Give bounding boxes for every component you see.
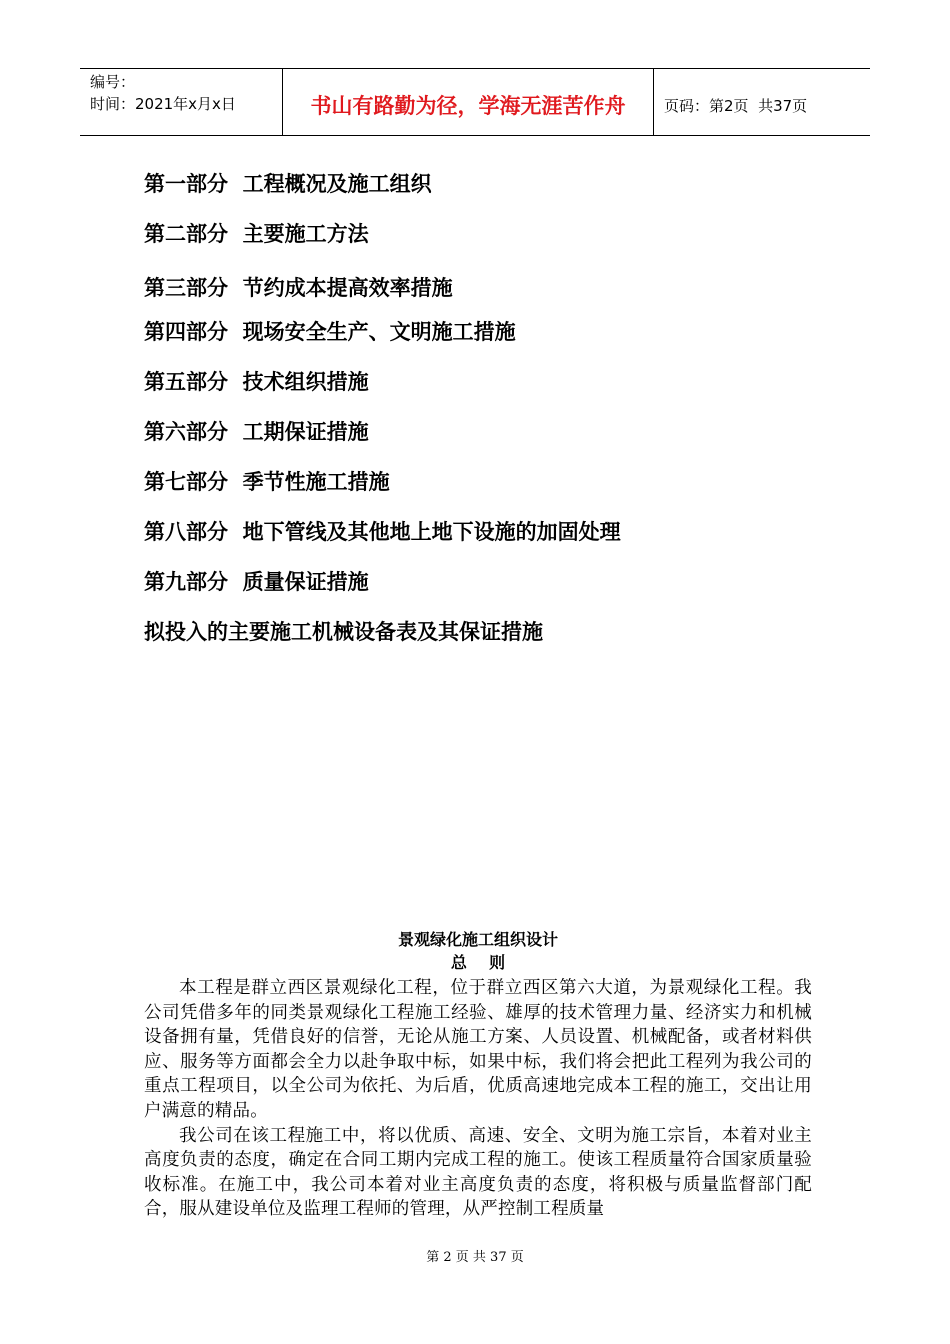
header-right-cell (654, 69, 870, 135)
page-info: 页码：第2页 共37页 (664, 96, 808, 115)
toc-item: 第九部分 质量保证措施 (144, 570, 369, 594)
body-paragraph: 本工程是群立西区景观绿化工程，位于群立西区第六大道，为景观绿化工程。我公司凭借多年的同类景观绿化工程施工经验、雄厚的技术管理力量、经济实力和机械设备拥有量，凭借良好的信誉，无论从施工方案、人员设置、机械配备，或者材料供应、服务等方面都会全力以赴争取中标，如果中标，我们将会把此工程列为我公司的重点工程项目，以全公司为依托、为后盾，优质高速地完成本工程的施工，交出让用户满意的精品。 (144, 978, 812, 1121)
header-motto: 书山有路勤为径，学海无涯苦作舟 (282, 69, 654, 135)
toc-item: 第四部分 现场安全生产、文明施工措施 (144, 320, 516, 344)
section-subtitle: 总 则 (450, 953, 506, 972)
toc-item: 拟投入的主要施工机械设备表及其保证措施 (144, 620, 543, 644)
page-footer: 第 2 页 共 37 页 (426, 1250, 524, 1265)
body-paragraph: 我公司在该工程施工中，将以优质、高速、安全、文明为施工宗旨，本着对业主高度负责的态度，确定在合同工期内完成工程的施工。使该工程质量符合国家质量验收标准。在施工中，我公司本着对业主高度负责的态度，将积极与质量监督部门配合，服从建设单位及监理工程师的管理，从严控制工程质量 (144, 1125, 812, 1220)
document-body (144, 928, 812, 1222)
toc-item: 第二部分 主要施工方法 (144, 222, 369, 246)
code-label: 编号： (90, 73, 136, 91)
toc-item: 第七部分 季节性施工措施 (144, 470, 390, 494)
header-left-cell (80, 69, 282, 135)
toc-item: 第六部分 工期保证措施 (144, 420, 369, 444)
table-of-contents (144, 168, 621, 666)
section-title: 景观绿化施工组织设计 (397, 930, 558, 949)
toc-item: 第八部分 地下管线及其他地上地下设施的加固处理 (144, 520, 621, 544)
toc-item: 第五部分 技术组织措施 (144, 370, 369, 394)
document-header (80, 68, 870, 136)
time-label: 时间：2021年x月x日 (90, 95, 236, 113)
toc-item: 第一部分 工程概况及施工组织 (144, 172, 432, 196)
toc-item: 第三部分 节约成本提高效率措施 (144, 276, 453, 300)
